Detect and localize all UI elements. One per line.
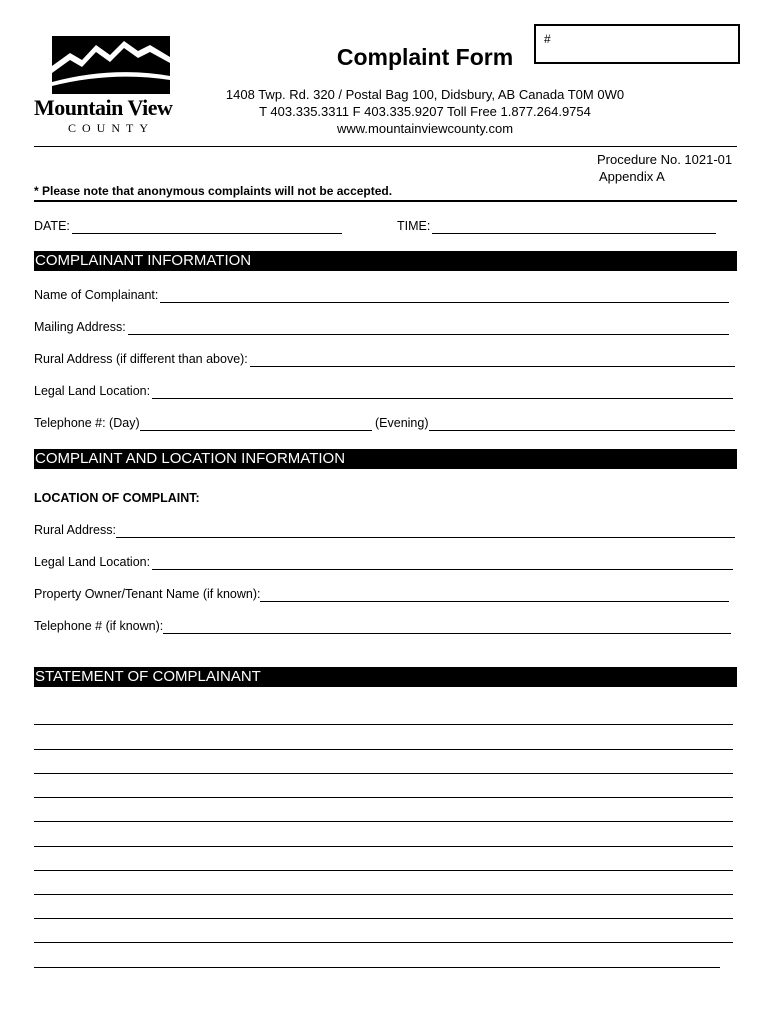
statement-line[interactable] bbox=[34, 870, 733, 871]
mailing-address-label: Mailing Address: bbox=[34, 320, 126, 334]
legal-land-location-field[interactable] bbox=[34, 383, 733, 399]
divider bbox=[34, 146, 737, 147]
section-statement-heading: STATEMENT OF COMPLAINANT bbox=[34, 667, 737, 687]
location-legal-land-line[interactable] bbox=[152, 557, 733, 570]
property-owner-field[interactable] bbox=[34, 586, 729, 602]
section-complainant-heading: COMPLAINANT INFORMATION bbox=[34, 251, 737, 271]
address-line-2: T 403.335.3311 F 403.335.9207 Toll Free 1.877.264.9754 bbox=[259, 104, 591, 119]
property-owner-label: Property Owner/Tenant Name (if known): bbox=[34, 587, 261, 601]
location-legal-land-field[interactable] bbox=[34, 554, 733, 570]
complainant-name-line[interactable] bbox=[160, 290, 729, 303]
statement-line[interactable] bbox=[34, 821, 733, 822]
location-telephone-line[interactable] bbox=[163, 621, 731, 634]
telephone-evening-line[interactable] bbox=[429, 418, 736, 431]
date-label: DATE: bbox=[34, 219, 70, 233]
location-subheading: LOCATION OF COMPLAINT: bbox=[34, 491, 200, 505]
form-number-label: # bbox=[544, 32, 551, 46]
time-label: TIME: bbox=[397, 219, 431, 233]
rural-address-field[interactable] bbox=[34, 351, 735, 367]
statement-line[interactable] bbox=[34, 967, 720, 968]
location-telephone-field[interactable] bbox=[34, 618, 731, 634]
mailing-address-line[interactable] bbox=[128, 322, 729, 335]
logo-subtitle: COUNTY bbox=[68, 121, 154, 135]
telephone-evening-field[interactable] bbox=[375, 415, 735, 431]
statement-line[interactable] bbox=[34, 918, 733, 919]
location-rural-address-label: Rural Address: bbox=[34, 523, 116, 537]
rural-address-label: Rural Address (if different than above): bbox=[34, 352, 248, 366]
mountain-logo-icon bbox=[52, 36, 170, 94]
statement-line[interactable] bbox=[34, 846, 733, 847]
telephone-day-field[interactable] bbox=[34, 415, 372, 431]
complainant-name-field[interactable] bbox=[34, 287, 729, 303]
mailing-address-field[interactable] bbox=[34, 319, 729, 335]
statement-line[interactable] bbox=[34, 942, 733, 943]
complainant-name-label: Name of Complainant: bbox=[34, 288, 159, 302]
location-rural-address-field[interactable] bbox=[34, 522, 735, 538]
property-owner-line[interactable] bbox=[260, 589, 729, 602]
telephone-day-label: Telephone #: (Day) bbox=[34, 416, 140, 430]
appendix-label: Appendix A bbox=[599, 169, 665, 184]
logo-name: Mountain View bbox=[34, 95, 173, 120]
form-number-field[interactable] bbox=[534, 24, 740, 64]
telephone-day-line[interactable] bbox=[140, 418, 372, 431]
legal-land-location-label: Legal Land Location: bbox=[34, 384, 151, 398]
statement-line[interactable] bbox=[34, 749, 733, 750]
date-field[interactable] bbox=[34, 218, 342, 234]
legal-land-location-line[interactable] bbox=[152, 386, 733, 399]
address-line-3: www.mountainviewcounty.com bbox=[336, 121, 514, 136]
address-line-1: 1408 Twp. Rd. 320 / Postal Bag 100, Didsbury, AB Canada T0M 0W0 bbox=[225, 87, 625, 102]
date-input-line[interactable] bbox=[72, 221, 342, 234]
statement-line[interactable] bbox=[34, 797, 733, 798]
procedure-number: Procedure No. 1021-01 bbox=[597, 152, 733, 167]
anonymous-note: * Please note that anonymous complaints will not be accepted. bbox=[34, 184, 393, 198]
statement-line[interactable] bbox=[34, 724, 733, 725]
time-input-line[interactable] bbox=[432, 221, 716, 234]
page-title: Complaint Form bbox=[336, 44, 514, 70]
divider-thick bbox=[34, 200, 737, 202]
location-telephone-label: Telephone # (if known): bbox=[34, 619, 164, 633]
section-location-heading: COMPLAINT AND LOCATION INFORMATION bbox=[34, 449, 737, 469]
time-field[interactable] bbox=[397, 218, 716, 234]
statement-line[interactable] bbox=[34, 773, 733, 774]
telephone-evening-label: (Evening) bbox=[375, 416, 429, 430]
statement-line[interactable] bbox=[34, 894, 733, 895]
rural-address-line[interactable] bbox=[250, 354, 735, 367]
location-rural-address-line[interactable] bbox=[116, 525, 735, 538]
location-legal-land-label: Legal Land Location: bbox=[34, 555, 151, 569]
